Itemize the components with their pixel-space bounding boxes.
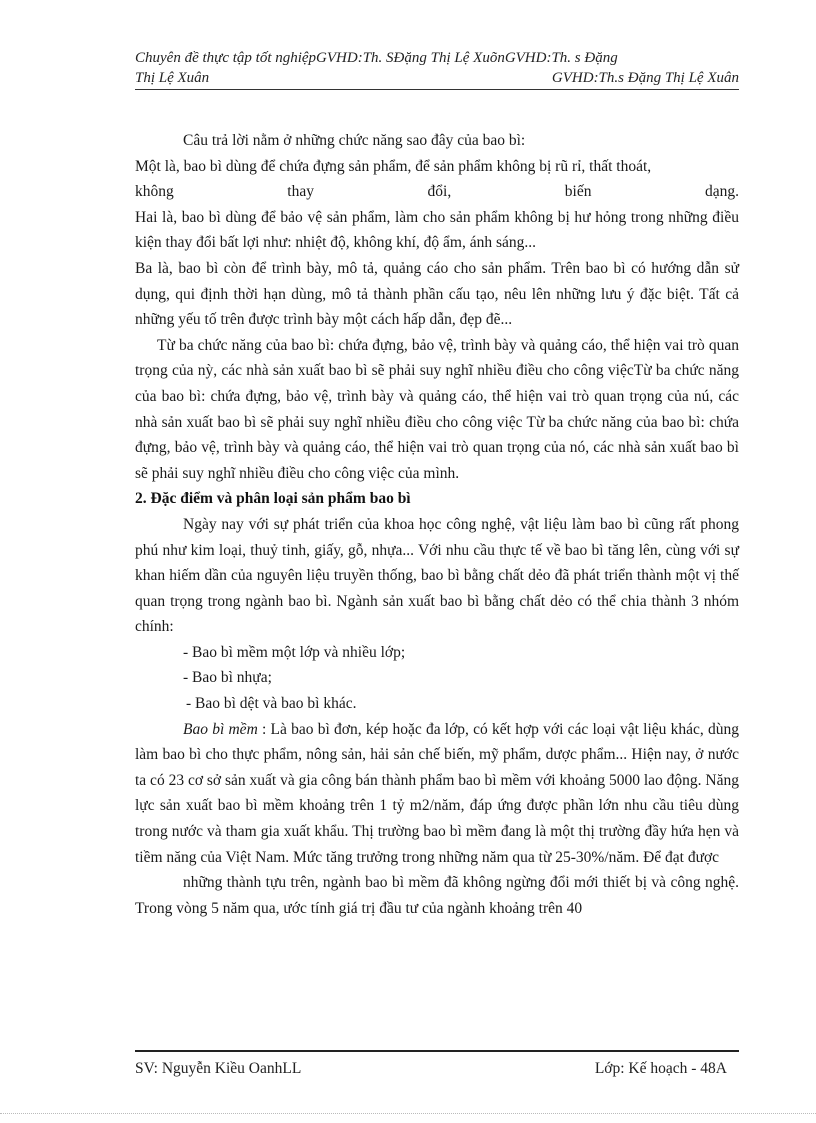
- term-soft-packaging: Bao bì mềm: [183, 720, 258, 738]
- paragraph-materials: Ngày nay với sự phát triển của khoa học công nghệ, vật liệu làm bao bì cũng rất phong phú như kim loại, thuỷ tinh, giấy, gỗ, nhựa... Với nhu cầu thực tế về bao bì tăng lên, cùng với sự khan hiếm dần của nguyên liệu truyền thống, bao bì bằng chất dẻo đã phát triển thành một vị thế quan trọng trong ngành bao bì. Ngành sản xuất bao bì bằng chất dẻo có thể chia thành 3 nhóm chính:: [135, 515, 739, 636]
- paragraph-achievements: những thành tựu trên, ngành bao bì mềm đã không ngừng đổi mới thiết bị và công nghệ. Trong vòng 5 năm qua, ước tính giá trị đầu tư của ngành khoảng trên 40: [135, 874, 739, 917]
- soft-packaging-text: : Là bao bì đơn, kép hoặc đa lớp, có kết hợp với các loại vật liệu khác, dùng làm bao bì cho thực phẩm, nông sản, hải sản chế biến, mỹ phẩm, dược phẩm... Hiện nay, ở nước ta có 23 cơ sở sản xuất và gia công bán thành phẩm bao bì mềm với khoảng 5000 lao động. Năng lực sản xuất bao bì mềm khoảng trên 1 tỷ m2/năm, đáp ứng được phần lớn nhu cầu tiêu dùng trong nước và tham gia xuất khẩu. Thị trường bao bì mềm đang là một thị trường đầy hứa hẹn và tiềm năng của Việt Nam. Mức tăng trưởng trong những năm qua từ 25-30%/năm. Để đạt được: [135, 720, 739, 866]
- paragraph-function-three: Ba là, bao bì còn để trình bày, mô tả, quảng cáo cho sản phẩm. Trên bao bì có hướng dẫn sử dụng, qui định thời hạn dùng, mô tả thành phần cấu tạo, nêu lên những lưu ý đặc biệt. Tất cả những yếu tố trên được trình bày một cách hấp dẫn, đẹp đẽ...: [135, 259, 739, 329]
- section-heading-2: 2. Đặc điểm và phân loại sản phẩm bao bì: [135, 490, 411, 508]
- header-advisor-left: Thị Lệ Xuân: [135, 70, 210, 86]
- page-boundary: [0, 1113, 816, 1114]
- function-one-line-2: không thay đổi, biến dạng.: [135, 183, 739, 201]
- list-item: - Bao bì dệt và bao bì khác.: [186, 695, 357, 713]
- paragraph-function-one: [135, 154, 739, 180]
- page-footer: [135, 1050, 739, 1078]
- paragraph-soft-packaging: [135, 717, 739, 871]
- paragraph-summary: Từ ba chức năng của bao bì: chứa đựng, bảo vệ, trình bày và quảng cáo, thể hiện vai trò quan trọng của nỳ, các nhà sản xuất bao bì sẽ phải suy nghĩ nhiều điều cho công việcTừ ba chức năng của bao bì: chứa đựng, bảo vệ, trình bày và quảng cáo, thể hiện vai trò quan trọng của nú, các nhà sản xuất bao bì sẽ phải suy nghĩ nhiều điều cho công việc Từ ba chức năng của bao bì: chứa đựng, bảo vệ, trình bày và quảng cáo, thể hiện vai trò quan trọng của nó, các nhà sản xuất bao bì sẽ phải suy nghĩ nhiều điều cho công việc của mình.: [135, 336, 739, 482]
- header-line-1: [135, 48, 739, 68]
- header-title: Chuyên đề thực tập tốt nghiệpGVHD:Th. SĐặng Thị Lệ XuõnGVHD:Th. s Đặng: [135, 50, 618, 66]
- list-item: - Bao bì nhựa;: [183, 669, 272, 687]
- document-body: [135, 128, 739, 921]
- header-advisor-right: GVHD:Th.s Đặng Thị Lệ Xuân: [551, 70, 739, 86]
- header-line-2: [135, 68, 739, 88]
- footer-student: SV: Nguyễn Kiều OanhLL: [135, 1060, 302, 1077]
- footer-class: Lớp: Kế hoạch - 48A: [594, 1060, 727, 1077]
- paragraph-intro: Câu trả lời nằm ở những chức năng sao đây của bao bì:: [183, 132, 526, 149]
- function-one-line-1: Một là, bao bì dùng để chứa đựng sản phẩm, để sản phẩm không bị rũ rỉ, thất thoát,: [135, 157, 652, 175]
- page-header: [135, 48, 739, 90]
- paragraph-function-two: Hai là, bao bì dùng để bảo vệ sản phẩm, làm cho sản phẩm không bị hư hỏng trong những điều kiện thay đổi bất lợi như: nhiệt độ, không khí, độ ẩm, ánh sáng...: [135, 208, 739, 252]
- list-item: - Bao bì mềm một lớp và nhiều lớp;: [183, 643, 406, 661]
